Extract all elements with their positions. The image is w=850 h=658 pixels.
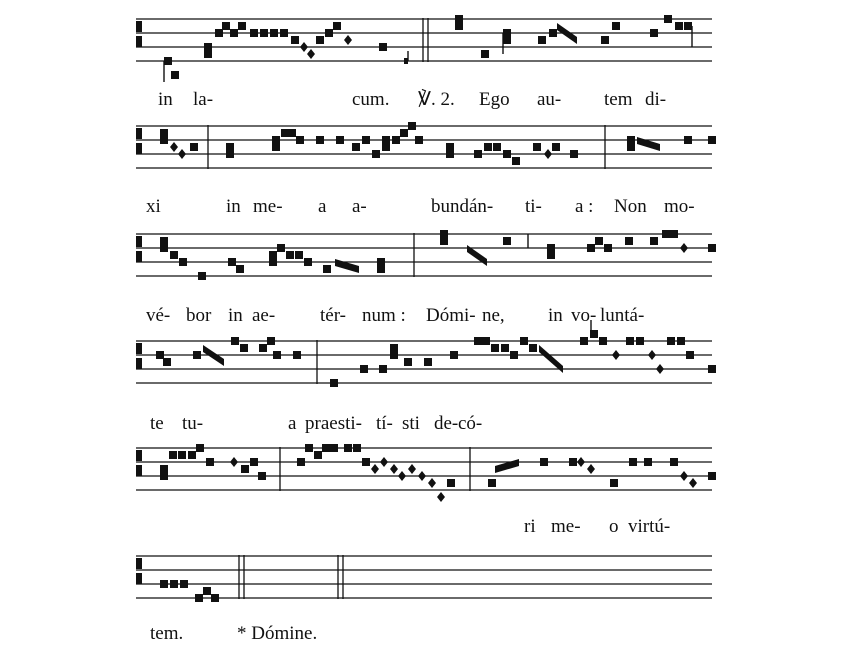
neume-note <box>488 479 496 487</box>
neume-note <box>569 458 577 466</box>
lyric-syllable: ne, <box>482 305 505 326</box>
neume-note <box>323 265 331 273</box>
lyric-syllable: a- <box>352 196 367 217</box>
neume-rhombus <box>577 457 585 467</box>
lyric-syllable: xi <box>146 196 161 217</box>
lyric-syllable: ti- <box>525 196 542 217</box>
neume-note <box>626 337 634 345</box>
lyric-syllable: ri <box>524 516 536 537</box>
neume-note <box>238 22 246 30</box>
lyric-syllable: in <box>226 196 241 217</box>
lyric-syllable: in <box>548 305 563 326</box>
neume-note <box>455 15 463 23</box>
neume-note <box>164 57 172 65</box>
neume-note <box>379 365 387 373</box>
neume-rhombus <box>170 142 178 152</box>
neume-note <box>625 237 633 245</box>
c-clef <box>136 128 142 139</box>
neume-rhombus <box>437 492 445 502</box>
lyric-syllable: * Dómine. <box>237 623 318 644</box>
neume-note <box>316 136 324 144</box>
neume-note <box>211 594 219 602</box>
neume-note <box>228 258 236 266</box>
neume-note <box>267 337 275 345</box>
neume-note <box>193 351 201 359</box>
lyric-syllable: me- <box>551 516 581 537</box>
lyric-syllable: di- <box>645 89 667 110</box>
lyric-syllable: sti <box>402 413 420 434</box>
neume-note <box>533 143 541 151</box>
neume-note <box>156 351 164 359</box>
neume-rhombus <box>680 471 688 481</box>
neume-note <box>627 136 635 144</box>
neume-note <box>295 251 303 259</box>
neume-note <box>178 451 186 459</box>
neume-note <box>330 379 338 387</box>
neume-note <box>540 458 548 466</box>
neume-note <box>549 29 557 37</box>
neume-note <box>629 458 637 466</box>
neume-rhombus <box>544 149 552 159</box>
neume-note <box>170 251 178 259</box>
neume-note <box>627 143 635 151</box>
neume-rhombus <box>390 464 398 474</box>
neume-note <box>240 344 248 352</box>
neume-note <box>325 29 333 37</box>
neume-note <box>474 150 482 158</box>
neume-rhombus <box>428 478 436 488</box>
neume-note <box>270 29 278 37</box>
neume-note <box>362 458 370 466</box>
neume-note <box>277 244 285 252</box>
neume-note <box>250 458 258 466</box>
neume-note <box>160 472 168 480</box>
neume-note <box>316 36 324 44</box>
versicle-number: ℣. 2. <box>418 89 455 110</box>
lyric-syllable: cum. <box>352 89 390 110</box>
neume-porrectus <box>335 259 359 273</box>
neume-note <box>604 244 612 252</box>
neume-note <box>190 143 198 151</box>
neume-note <box>204 50 212 58</box>
neume-note <box>171 71 179 79</box>
lyric-syllable: mo- <box>664 196 695 217</box>
neume-note <box>304 258 312 266</box>
neume-note <box>204 43 212 51</box>
neume-note <box>226 143 234 151</box>
c-clef <box>136 450 142 461</box>
neume-note <box>230 29 238 37</box>
neume-note <box>450 351 458 359</box>
lyric-syllable: Dómi- <box>426 305 476 326</box>
neume-note <box>231 337 239 345</box>
lyric-syllable: in <box>228 305 243 326</box>
neume-note <box>636 337 644 345</box>
lyric-syllable: tem <box>604 89 633 110</box>
c-clef <box>136 251 142 262</box>
lyric-syllable: de- <box>434 413 459 434</box>
neume-note <box>344 444 352 452</box>
neume-note <box>281 129 289 137</box>
neume-rhombus <box>648 350 656 360</box>
lyric-syllable: tem. <box>150 623 184 644</box>
neume-rhombus <box>656 364 664 374</box>
lyric-syllable: luntá- <box>600 305 645 326</box>
neume-note <box>662 230 670 238</box>
neume-note <box>392 136 400 144</box>
neume-note <box>708 136 716 144</box>
neume-note <box>372 150 380 158</box>
neume-note <box>677 337 685 345</box>
neume-note <box>503 29 511 37</box>
lyric-syllable: a <box>288 413 297 434</box>
neume-note <box>258 472 266 480</box>
neume-note <box>379 43 387 51</box>
neume-note <box>484 143 492 151</box>
neume-note <box>226 150 234 158</box>
c-clef <box>136 343 142 354</box>
neume-rhombus <box>300 42 308 52</box>
lyric-syllable: te <box>150 413 164 434</box>
neume-note <box>305 444 313 452</box>
neume-note <box>296 136 304 144</box>
neume-note <box>286 251 294 259</box>
lyric-syllable: có- <box>458 413 483 434</box>
neume-note <box>297 458 305 466</box>
neume-note <box>280 29 288 37</box>
neume-note <box>272 143 280 151</box>
neume-note <box>160 237 168 245</box>
neume-note <box>195 594 203 602</box>
neume-porrectus <box>637 137 660 151</box>
neume-note <box>390 351 398 359</box>
neume-note <box>293 351 301 359</box>
neume-note <box>260 29 268 37</box>
neume-note <box>440 230 448 238</box>
neume-rhombus <box>612 350 620 360</box>
lyric-syllable: in <box>158 89 173 110</box>
neume-note <box>408 122 416 130</box>
neume-note <box>708 244 716 252</box>
neume-note <box>493 143 501 151</box>
c-clef <box>136 465 142 476</box>
neume-note <box>222 22 230 30</box>
neume-note <box>291 36 299 44</box>
lyric-syllable: me- <box>253 196 283 217</box>
neume-note <box>512 157 520 165</box>
neume-note <box>273 351 281 359</box>
neume-note <box>330 444 338 452</box>
neume-note <box>580 337 588 345</box>
neume-note <box>595 237 603 245</box>
neume-note <box>215 29 223 37</box>
neume-rhombus <box>380 457 388 467</box>
neume-note <box>455 22 463 30</box>
neume-note <box>644 458 652 466</box>
neume-rhombus <box>344 35 352 45</box>
neume-note <box>503 237 511 245</box>
neume-note <box>529 344 537 352</box>
neume-rhombus <box>408 464 416 474</box>
neume-note <box>196 444 204 452</box>
lyric-syllable: la- <box>193 89 214 110</box>
neume-note <box>538 36 546 44</box>
c-clef <box>136 21 142 32</box>
neume-note <box>322 444 330 452</box>
neume-note <box>352 143 360 151</box>
neume-note <box>198 272 206 280</box>
lyric-syllable: vo- <box>571 305 597 326</box>
neume-note <box>547 244 555 252</box>
neume-note <box>570 150 578 158</box>
neume-note <box>269 258 277 266</box>
lyric-syllable: vé- <box>146 305 171 326</box>
neume-note <box>360 365 368 373</box>
neume-note <box>180 580 188 588</box>
neume-note <box>601 36 609 44</box>
lyric-syllable: a <box>318 196 327 217</box>
neume-note <box>708 472 716 480</box>
neume-note <box>415 136 423 144</box>
lyric-syllable: num : <box>362 305 406 326</box>
neume-note <box>667 337 675 345</box>
neume-note <box>362 136 370 144</box>
neume-note <box>404 358 412 366</box>
neume-rhombus <box>587 464 595 474</box>
neume-note <box>170 580 178 588</box>
neume-note <box>510 351 518 359</box>
neume-note <box>612 22 620 30</box>
neume-note <box>684 22 692 30</box>
neume-note <box>353 444 361 452</box>
lyric-syllable: bor <box>186 305 212 326</box>
lyric-syllable: praesti- <box>305 413 362 434</box>
lyric-syllable: bundán- <box>431 196 494 217</box>
neume-note <box>336 136 344 144</box>
neume-note <box>160 244 168 252</box>
neume-note <box>474 337 482 345</box>
neume-note <box>272 136 280 144</box>
neume-note <box>547 251 555 259</box>
neume-note <box>160 465 168 473</box>
c-clef <box>136 36 142 47</box>
lyric-syllable: au- <box>537 89 562 110</box>
neume-note <box>650 29 658 37</box>
neume-note <box>503 150 511 158</box>
lyric-syllable: o <box>609 516 619 537</box>
neume-note <box>250 29 258 37</box>
neume-note <box>708 365 716 373</box>
neume-note <box>520 337 528 345</box>
neume-note <box>163 358 171 366</box>
neume-note <box>259 344 267 352</box>
neume-note <box>599 337 607 345</box>
neume-note <box>675 22 683 30</box>
neume-note <box>446 150 454 158</box>
neume-note <box>269 251 277 259</box>
lyric-syllable: tu- <box>182 413 204 434</box>
neume-note <box>482 337 490 345</box>
neume-porrectus <box>495 459 519 473</box>
lyric-syllable: ae- <box>252 305 276 326</box>
neume-rhombus <box>680 243 688 253</box>
neume-note <box>160 580 168 588</box>
neume-note <box>587 244 595 252</box>
neume-note <box>288 129 296 137</box>
neume-note <box>160 136 168 144</box>
lyric-syllable: virtú- <box>628 516 671 537</box>
neume-note <box>650 237 658 245</box>
neume-note <box>382 136 390 144</box>
neume-note <box>424 358 432 366</box>
neume-note <box>610 479 618 487</box>
lyric-syllable: Non <box>614 196 647 217</box>
neume-note <box>552 143 560 151</box>
neume-note <box>206 458 214 466</box>
neume-note <box>160 129 168 137</box>
neume-note <box>686 351 694 359</box>
neume-note <box>400 129 408 137</box>
neume-rhombus <box>689 478 697 488</box>
neume-note <box>333 22 341 30</box>
neume-rhombus <box>307 49 315 59</box>
neume-rhombus <box>398 471 406 481</box>
neume-note <box>169 451 177 459</box>
neume-note <box>501 344 509 352</box>
lyric-syllable: tí- <box>376 413 393 434</box>
neume-note <box>390 344 398 352</box>
neume-note <box>491 344 499 352</box>
neume-note <box>440 237 448 245</box>
neume-note <box>684 136 692 144</box>
c-clef <box>136 143 142 154</box>
lyric-syllable: tér- <box>320 305 346 326</box>
neume-note <box>188 451 196 459</box>
neume-note <box>203 587 211 595</box>
c-clef <box>136 358 142 369</box>
neume-note <box>670 458 678 466</box>
lyric-syllable: a : <box>575 196 594 217</box>
neume-rhombus <box>230 457 238 467</box>
neume-note <box>179 258 187 266</box>
neume-note <box>447 479 455 487</box>
neume-note <box>382 143 390 151</box>
c-clef <box>136 573 142 584</box>
neume-note <box>446 143 454 151</box>
neume-note <box>377 258 385 266</box>
neume-note <box>241 465 249 473</box>
neume-note <box>670 230 678 238</box>
neume-note <box>503 36 511 44</box>
neume-note <box>664 15 672 23</box>
neume-rhombus <box>178 149 186 159</box>
c-clef <box>136 236 142 247</box>
neume-rhombus <box>371 464 379 474</box>
neume-note <box>314 451 322 459</box>
neume-note <box>377 265 385 273</box>
c-clef <box>136 558 142 569</box>
neume-rhombus <box>418 471 426 481</box>
neume-note <box>481 50 489 58</box>
lyric-syllable: Ego <box>479 89 510 110</box>
neume-note <box>236 265 244 273</box>
